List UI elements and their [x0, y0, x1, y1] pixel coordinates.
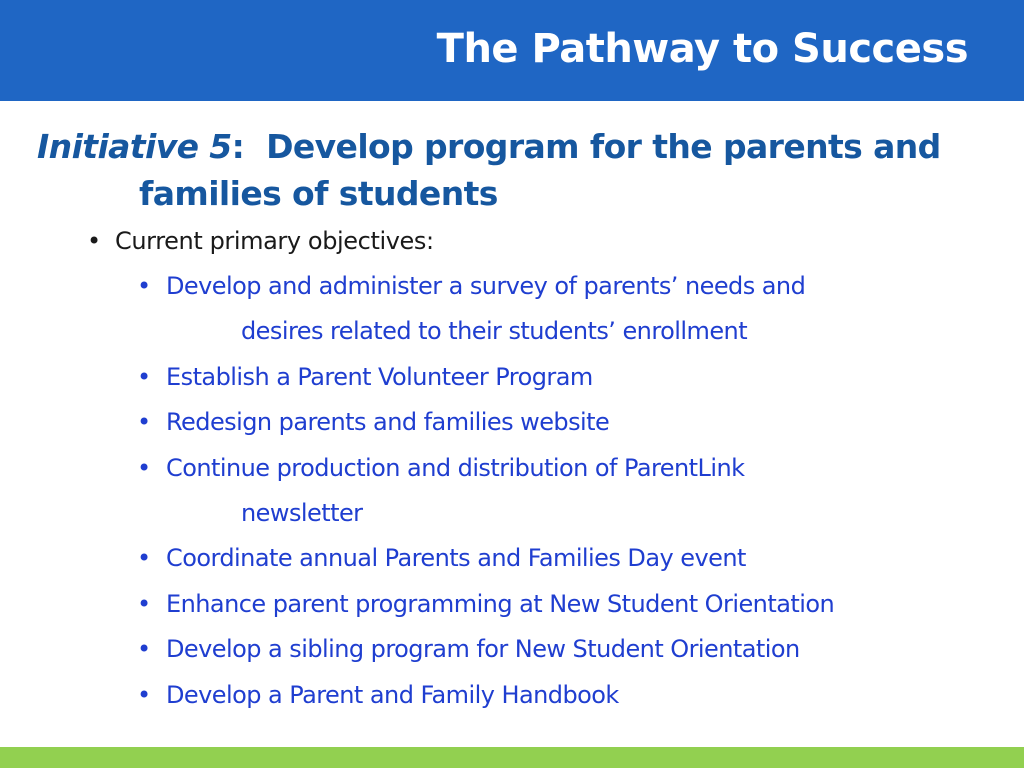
list-item-text: Develop a Parent and Family Handbook — [166, 680, 619, 709]
bullet-icon: • — [137, 680, 151, 709]
bullet-icon: • — [87, 227, 101, 255]
list-item — [137, 355, 834, 400]
list-item — [137, 400, 834, 445]
objectives-list — [137, 264, 834, 718]
list-item-text: Enhance parent programming at New Student Orientation — [166, 589, 835, 618]
bullet-icon: • — [137, 408, 151, 437]
heading-line-1 — [37, 123, 987, 170]
list-item-continuation: desires related to their students’ enrollment — [241, 317, 748, 346]
list-item — [137, 582, 834, 627]
slide-title: The Pathway to Success — [436, 26, 968, 72]
bullet-icon: • — [137, 362, 151, 391]
list-item — [137, 264, 834, 355]
list-item — [137, 627, 834, 672]
objectives-label-row — [87, 222, 434, 260]
list-item — [137, 446, 834, 537]
bullet-icon: • — [137, 544, 151, 573]
bullet-icon: • — [137, 272, 151, 300]
bullet-icon: • — [137, 453, 151, 482]
list-item — [137, 536, 834, 581]
objectives-label: Current primary objectives: — [115, 227, 434, 255]
list-item-text: Develop and administer a survey of parents’ needs and — [166, 272, 806, 300]
initiative-label: Initiative 5 — [37, 127, 232, 166]
list-item — [137, 673, 834, 718]
list-item-text: Establish a Parent Volunteer Program — [166, 362, 593, 391]
heading-colon: : — [231, 127, 245, 166]
list-item-text: Continue production and distribution of ParentLink — [166, 453, 745, 482]
header-bar — [0, 0, 1024, 101]
initiative-heading — [37, 123, 987, 217]
list-item-text: Redesign parents and families website — [166, 408, 610, 437]
heading-text-line-1: Develop program for the parents and — [266, 127, 941, 166]
bullet-icon: • — [137, 635, 151, 664]
footer-bar — [0, 747, 1024, 768]
heading-line-2: families of students — [139, 174, 498, 213]
bullet-icon: • — [137, 589, 151, 618]
list-item-continuation: newsletter — [241, 499, 363, 528]
list-item-text: Coordinate annual Parents and Families Day event — [166, 544, 746, 573]
list-item-text: Develop a sibling program for New Student Orientation — [166, 635, 800, 664]
